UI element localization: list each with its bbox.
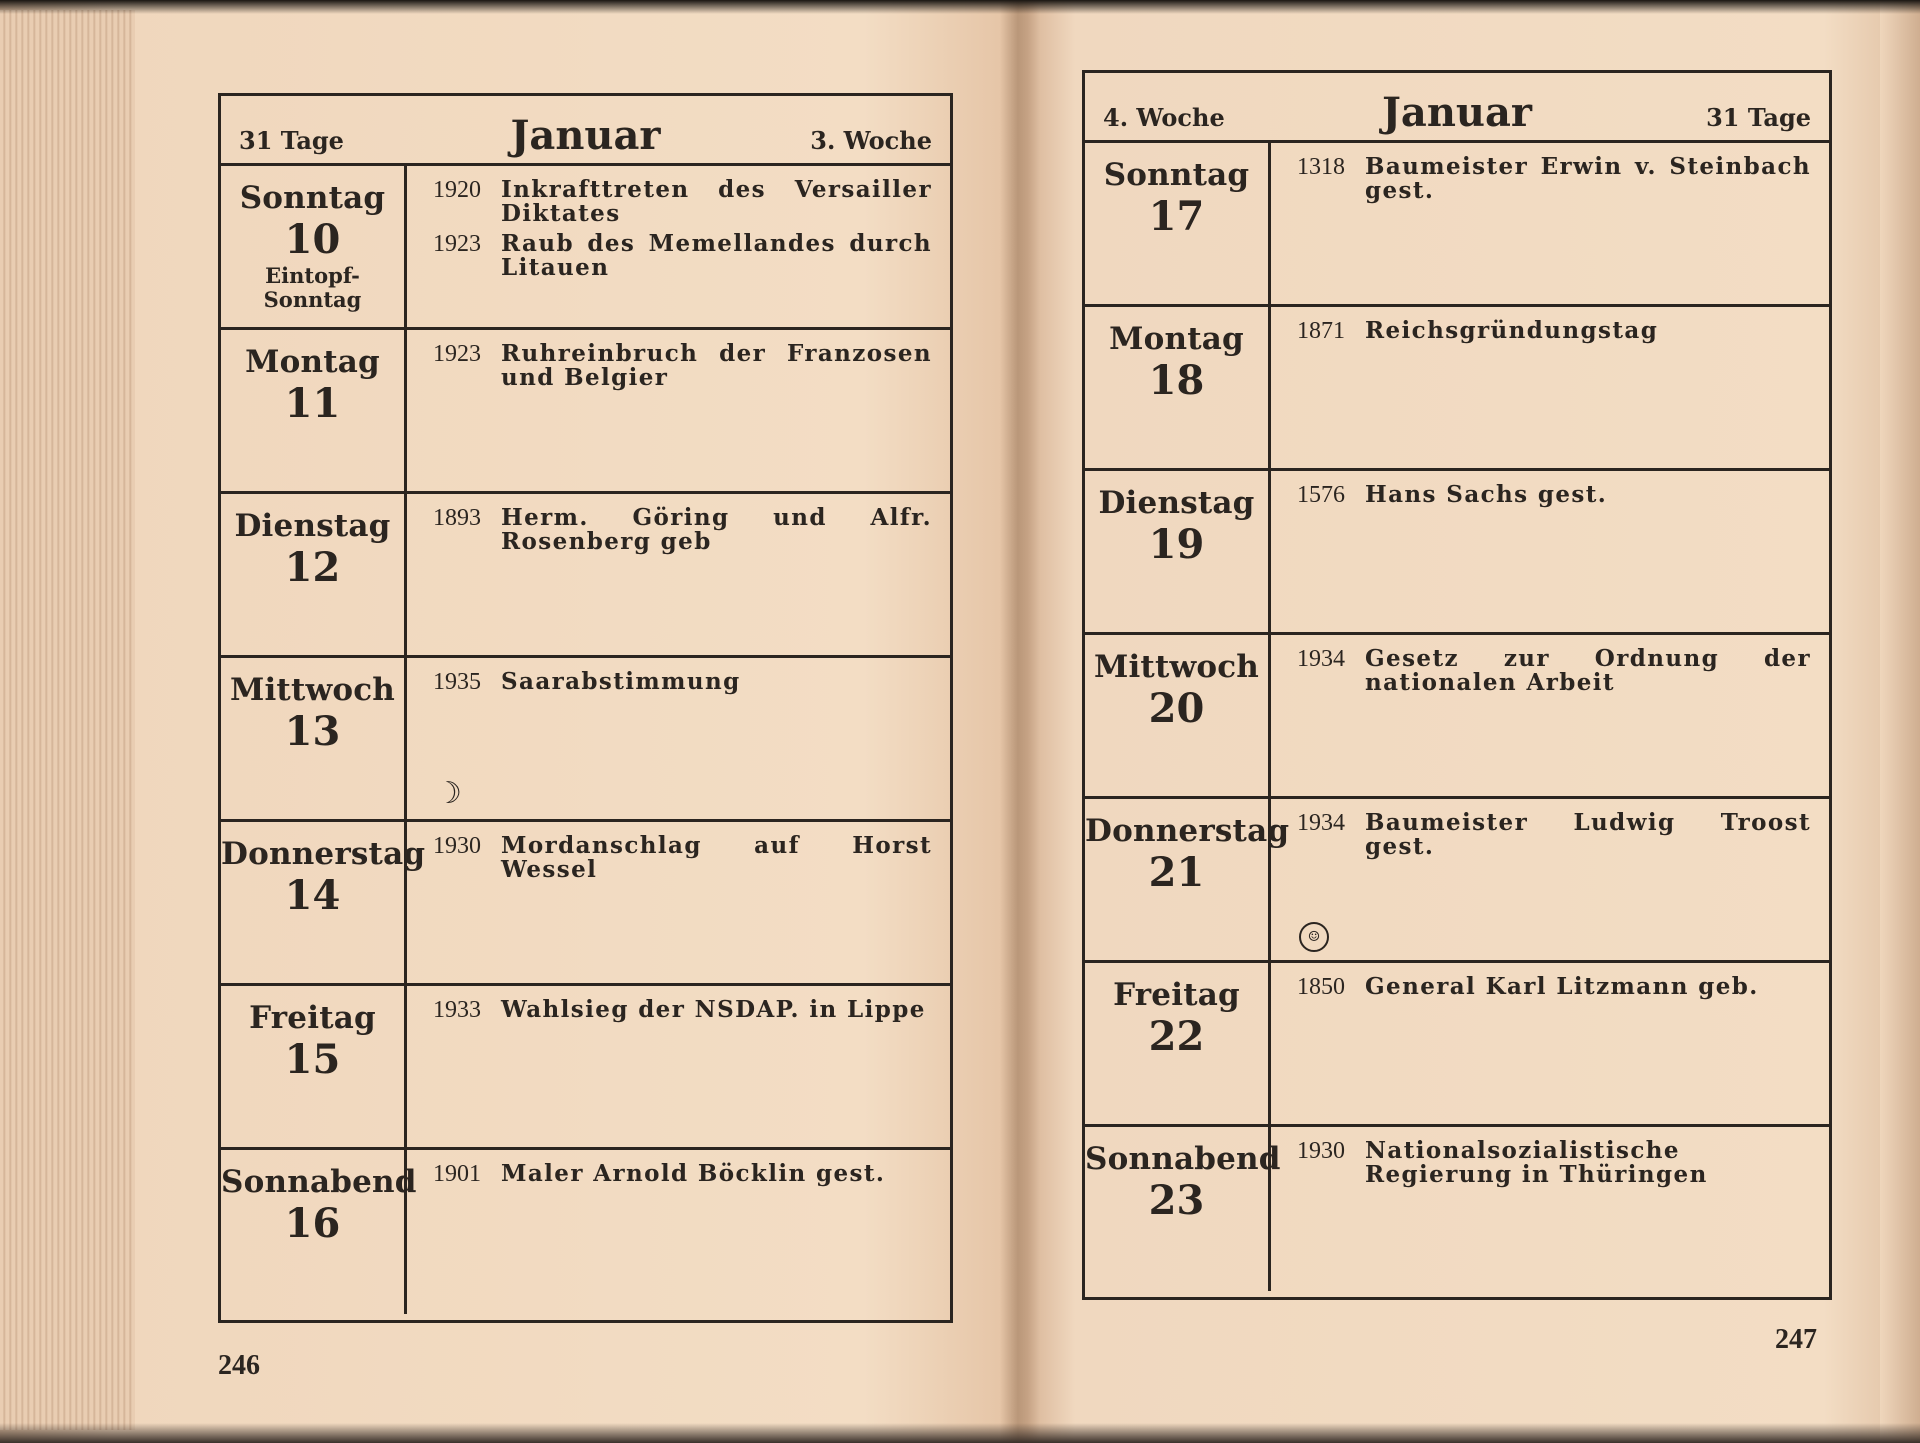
left-day-rows xyxy=(221,166,950,1314)
left-calendar-page xyxy=(218,93,953,1323)
day-number: 20 xyxy=(1148,685,1205,732)
event-year: 1935 xyxy=(433,669,481,695)
month-title: Januar xyxy=(1382,89,1532,136)
book-gutter xyxy=(1000,0,1040,1443)
day-number: 22 xyxy=(1148,1013,1205,1060)
day-cell xyxy=(1085,1127,1281,1291)
day-row xyxy=(1085,471,1829,635)
right-day-rows xyxy=(1085,143,1829,1291)
day-row xyxy=(221,1150,950,1314)
day-number: 21 xyxy=(1148,849,1205,896)
event-entry xyxy=(1297,1139,1811,1187)
day-cell xyxy=(221,166,407,327)
full-moon-icon: ☺ xyxy=(1299,922,1329,952)
event-text: Wahlsieg der NSDAP. in Lippe xyxy=(501,996,926,1023)
day-name: Mittwoch xyxy=(1093,649,1260,685)
event-year: 1923 xyxy=(433,341,481,367)
day-row xyxy=(221,166,950,330)
day-number: 17 xyxy=(1148,193,1205,240)
moon-phase-icon: ☽ xyxy=(435,776,462,811)
events-cell xyxy=(1271,307,1829,468)
day-number: 14 xyxy=(284,872,341,919)
day-row xyxy=(1085,143,1829,307)
day-row xyxy=(221,986,950,1150)
event-text: Raub des Memellandes durch Litauen xyxy=(501,230,932,281)
day-cell xyxy=(221,494,407,655)
day-number: 23 xyxy=(1148,1177,1205,1224)
day-number: 16 xyxy=(284,1200,341,1247)
day-row xyxy=(1085,799,1829,963)
event-year: 1934 xyxy=(1297,810,1345,836)
event-entry xyxy=(1297,975,1811,999)
day-number: 11 xyxy=(284,380,341,427)
event-year: 1901 xyxy=(433,1161,481,1187)
event-entry xyxy=(1297,319,1811,343)
day-name: Sonnabend xyxy=(221,1164,417,1200)
day-name: Dienstag xyxy=(1098,485,1255,521)
day-name: Sonnabend xyxy=(1085,1141,1281,1177)
day-note: Eintopf-Sonntag xyxy=(263,263,362,312)
event-text: Gesetz zur Ordnung der nationalen Arbeit xyxy=(1365,645,1811,696)
week-label: 4. Woche xyxy=(1103,103,1225,132)
event-text: Mordanschlag auf Horst Wessel xyxy=(501,832,932,883)
month-title: Januar xyxy=(510,112,661,159)
day-name: Donnerstag xyxy=(1085,813,1290,849)
event-text: Ruhreinbruch der Franzosen und Belgier xyxy=(501,340,932,391)
day-cell xyxy=(1085,963,1271,1124)
event-text: Maler Arnold Böcklin gest. xyxy=(501,1160,886,1187)
event-entry xyxy=(433,232,932,280)
day-name: Mittwoch xyxy=(229,672,396,708)
day-row xyxy=(1085,1127,1829,1291)
day-row xyxy=(221,330,950,494)
event-text: General Karl Litzmann geb. xyxy=(1365,973,1759,1000)
event-year: 1930 xyxy=(433,833,481,859)
event-year: 1934 xyxy=(1297,646,1345,672)
left-page-header xyxy=(221,96,950,166)
event-entry xyxy=(1297,811,1811,859)
event-year: 1318 xyxy=(1297,154,1345,180)
event-year: 1871 xyxy=(1297,318,1345,344)
events-cell xyxy=(1271,963,1829,1124)
day-row xyxy=(221,658,950,822)
day-cell xyxy=(1085,799,1290,960)
event-year: 1933 xyxy=(433,997,481,1023)
event-entry xyxy=(433,670,932,694)
event-text: Baumeister Ludwig Troost gest. xyxy=(1365,809,1811,860)
day-name: Donnerstag xyxy=(221,836,426,872)
day-row xyxy=(1085,963,1829,1127)
day-row xyxy=(1085,307,1829,471)
day-cell xyxy=(1085,143,1271,304)
events-cell xyxy=(1271,799,1829,960)
event-entry xyxy=(433,506,932,554)
day-cell xyxy=(221,330,407,491)
event-year: 1930 xyxy=(1297,1138,1345,1164)
day-cell xyxy=(1085,635,1271,796)
day-name: Montag xyxy=(245,344,380,380)
event-year: 1576 xyxy=(1297,482,1345,508)
event-text: Inkrafttreten des Versailler Diktates xyxy=(501,176,932,227)
week-label: 3. Woche xyxy=(810,126,932,155)
day-number: 12 xyxy=(284,544,341,591)
events-cell xyxy=(1271,1127,1829,1291)
day-name: Sonntag xyxy=(1103,157,1250,193)
event-year: 1893 xyxy=(433,505,481,531)
event-entry xyxy=(433,998,932,1022)
events-cell xyxy=(407,330,950,491)
day-name: Montag xyxy=(1109,321,1244,357)
day-cell xyxy=(221,658,407,819)
day-name: Freitag xyxy=(1113,977,1240,1013)
day-number: 18 xyxy=(1148,357,1205,404)
page-number-left: 246 xyxy=(218,1350,260,1381)
event-text: Hans Sachs gest. xyxy=(1365,481,1608,508)
days-count-label: 31 Tage xyxy=(239,126,344,155)
right-page-header xyxy=(1085,73,1829,143)
days-count-label: 31 Tage xyxy=(1706,103,1811,132)
event-year: 1920 xyxy=(433,177,481,203)
events-cell xyxy=(1271,635,1829,796)
events-cell xyxy=(407,1150,950,1314)
event-text: Saarabstimmung xyxy=(501,668,741,695)
day-cell xyxy=(221,986,407,1147)
events-cell xyxy=(1271,471,1829,632)
event-entry xyxy=(1297,647,1811,695)
page-edges xyxy=(0,10,135,1430)
event-year: 1923 xyxy=(433,231,481,257)
events-cell xyxy=(1271,143,1829,304)
event-entry xyxy=(433,1162,932,1186)
day-number: 19 xyxy=(1148,521,1205,568)
right-calendar-page xyxy=(1082,70,1832,1300)
event-entry xyxy=(433,178,932,226)
day-name: Dienstag xyxy=(234,508,391,544)
day-cell xyxy=(221,1150,417,1314)
event-entry xyxy=(433,834,932,882)
right-page-edge xyxy=(1880,0,1920,1443)
day-row xyxy=(1085,635,1829,799)
day-row xyxy=(221,494,950,658)
top-shadow xyxy=(0,0,1920,14)
bottom-shadow xyxy=(0,1423,1920,1443)
events-cell xyxy=(407,494,950,655)
events-cell xyxy=(407,658,950,819)
events-cell xyxy=(407,822,950,983)
events-cell xyxy=(407,986,950,1147)
day-cell xyxy=(221,822,426,983)
event-entry xyxy=(1297,483,1811,507)
event-year: 1850 xyxy=(1297,974,1345,1000)
day-cell xyxy=(1085,307,1271,468)
event-entry xyxy=(1297,155,1811,203)
day-number: 15 xyxy=(284,1036,341,1083)
event-entry xyxy=(433,342,932,390)
event-text: Baumeister Erwin v. Steinbach gest. xyxy=(1365,153,1811,204)
day-row xyxy=(221,822,950,986)
day-cell xyxy=(1085,471,1271,632)
event-text: Nationalsozialistische Regierung in Thüringen xyxy=(1365,1137,1708,1188)
day-name: Freitag xyxy=(249,1000,376,1036)
event-text: Reichsgründungstag xyxy=(1365,317,1659,344)
page-number-right: 247 xyxy=(1775,1324,1817,1355)
events-cell xyxy=(407,166,950,327)
day-number: 10 xyxy=(284,216,341,263)
day-number: 13 xyxy=(284,708,341,755)
day-name: Sonntag xyxy=(239,180,386,216)
event-text: Herm. Göring und Alfr. Rosenberg geb xyxy=(501,504,932,555)
